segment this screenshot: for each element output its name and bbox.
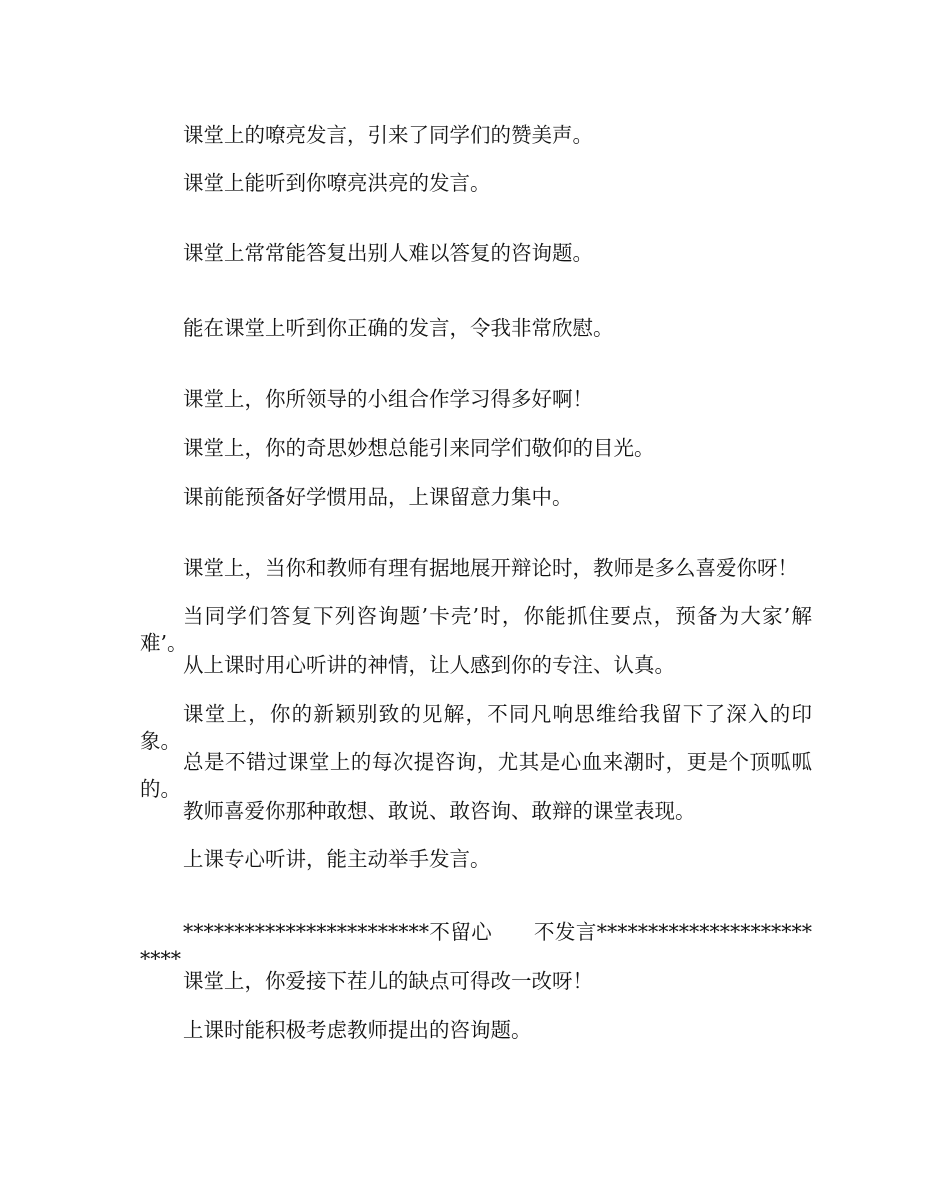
paragraph: 当同学们答复下列咨询题’卡壳’时，你能抓住要点，预备为大家’解难’。 — [140, 604, 812, 655]
paragraph: 课前能预备好学惯用品，上课留意力集中。 — [183, 485, 573, 509]
paragraph: 课堂上，你的新颖别致的见解，不同凡响思维给我留下了深入的印象。 — [140, 702, 812, 753]
paragraph: 上课专心听讲，能主动举手发言。 — [183, 847, 491, 871]
separator-paragraph: ************************不留心 不发言************************* — [140, 920, 812, 971]
paragraph: 课堂上，当你和教师有理有据地展开辩论时，教师是多么喜爱你呀！ — [183, 556, 798, 580]
paragraph: 上课时能积极考虑教师提出的咨询题。 — [183, 1018, 532, 1042]
paragraph: 课堂上，你所领导的小组合作学习得多好啊！ — [183, 387, 593, 411]
paragraph: 课堂上的嘹亮发言，引来了同学们的赞美声。 — [183, 123, 593, 147]
paragraph: 教师喜爱你那种敢想、敢说、敢咨询、敢辩的课堂表现。 — [183, 799, 696, 823]
paragraph: 课堂上，你的奇思妙想总能引来同学们敬仰的目光。 — [183, 436, 655, 460]
paragraph: 课堂上能听到你嘹亮洪亮的发言。 — [183, 171, 491, 195]
paragraph: 课堂上，你爱接下茬儿的缺点可得改一改呀！ — [183, 969, 593, 993]
paragraph: 能在课堂上听到你正确的发言，令我非常欣慰。 — [183, 316, 614, 340]
paragraph: 课堂上常常能答复出别人难以答复的咨询题。 — [183, 241, 593, 265]
paragraph: 从上课时用心听讲的神情，让人感到你的专注、认真。 — [183, 653, 675, 677]
paragraph: 总是不错过课堂上的每次提咨询，尤其是心血来潮时，更是个顶呱呱的。 — [140, 750, 812, 801]
